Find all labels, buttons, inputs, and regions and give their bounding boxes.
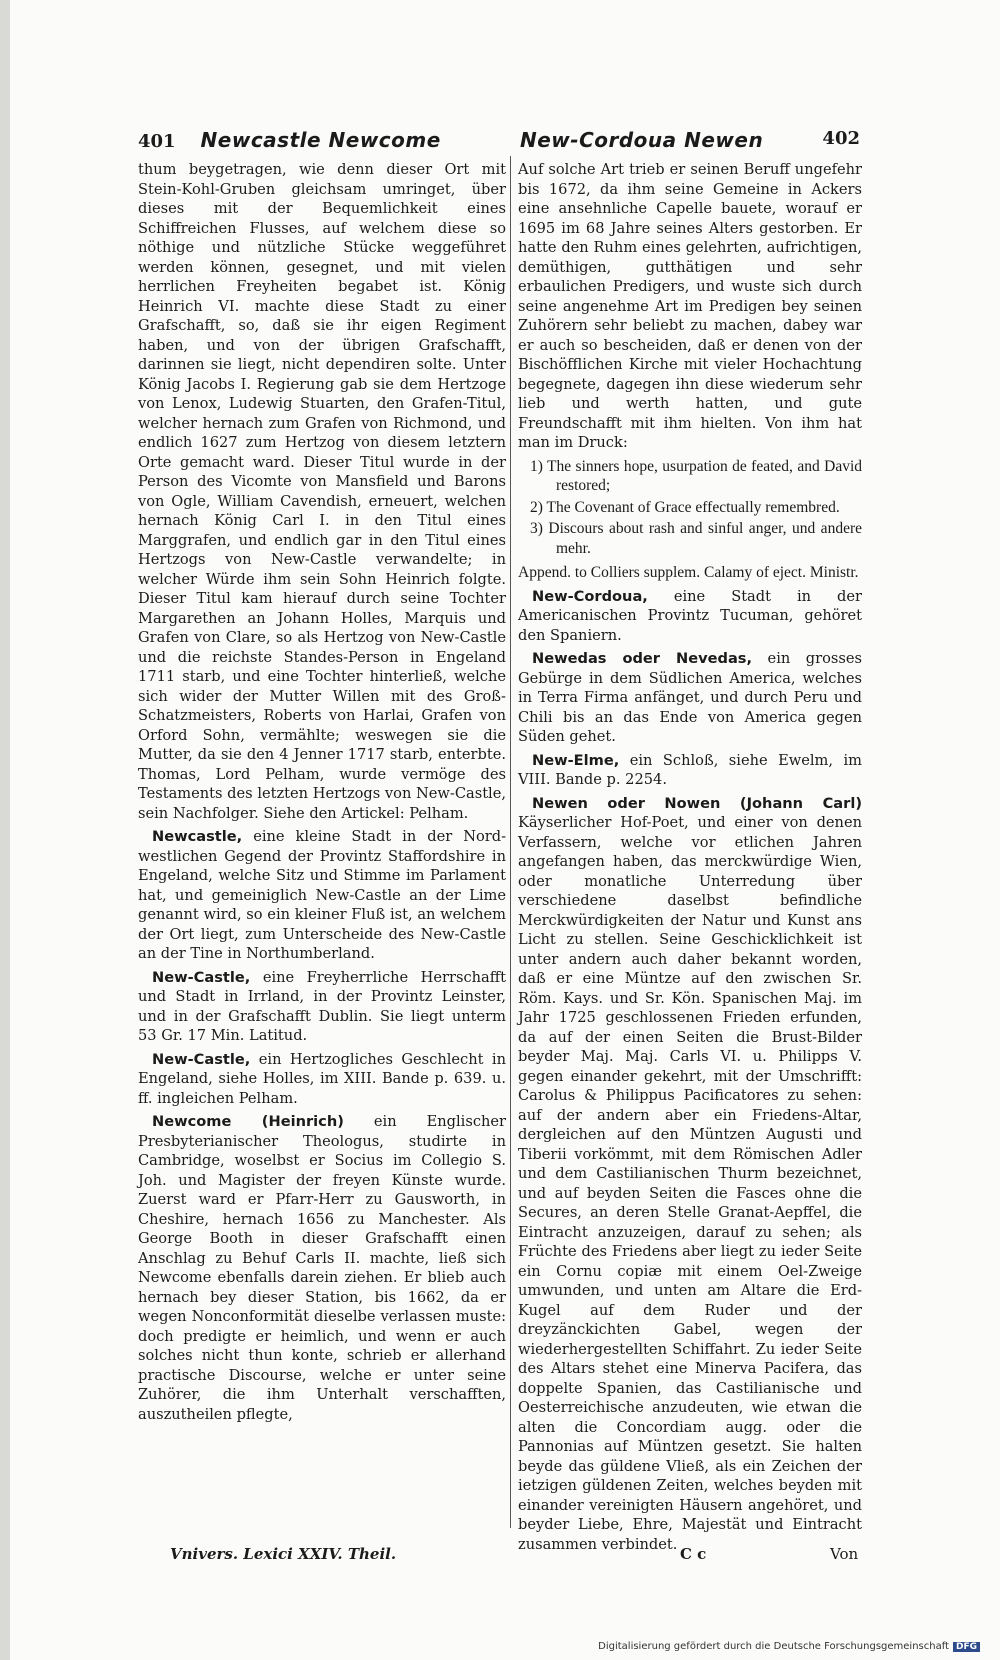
- entry-paragraph: [518, 587, 862, 646]
- digitization-credit: [580, 1641, 980, 1652]
- entry-text: ein grosses Gebürge in dem Südlichen America, welches in Terra Firma anfänget, und durch Peru und Chili bis an das Ende von America gegen Süden gehet.: [518, 650, 862, 745]
- entry-paragraph: [518, 794, 862, 1555]
- page-spine: [0, 0, 10, 1660]
- entry-text: eine kleine Stadt in der Nord-westlichen Gegend der Provintz Staffordshire in Engeland, welche Sitz und Stimme im Parlament hat, und gemeiniglich New-Castle an der Lime genannt wird, so ein kleiner Fluß ist, an welchem der Ort liegt, zum Unterscheide des New-Castle an der Tine in Northumberland.: [138, 828, 506, 962]
- entry-paragraph: [518, 649, 862, 747]
- left-page-number: 401: [138, 131, 176, 152]
- right-running-header: [520, 128, 860, 158]
- works-list-item: 2) The Covenant of Grace effectually remembred.: [530, 498, 840, 516]
- entry-text: ein Englischer Presbyterianischer Theologus, studirte in Cambridge, woselbst er Socius im Collegio S. Joh. und Magister der freyen Künste wurde. Zuerst ward er Pfarr-Herr zu Gausworth, in Cheshire, hernach 1656 zu Manchester. Als George Booth in dieser Grafschafft einen Anschlag zu Behuf Carls II. machte, ließ sich Newcome ebenfalls darein ziehen. Er blieb auch hernach bey dieser Station, bis 1662, da er wegen Nonconformität dieselbe verlassen muste: doch predigte er heimlich, und wenn er auch solches nicht thun konte, schrieb er allerhand practische Discourse, welche er unter seine Zuhörer, die ihm Unterhalt verschafften, auszutheilen pflegte,: [138, 1113, 506, 1423]
- entry-paragraph: [138, 1050, 506, 1109]
- entry-paragraph: thum beygetragen, wie denn dieser Ort mit Stein-Kohl-Gruben gleichsam umringet, über dieses mit der Bequemlichkeit eines Schiffreichen Flusses, auf welchem diese so nöthige und nützliche Stücke weggeführet werden können, gesegnet, und mit vielen herrlichen Freyheiten begabet ist. König Heinrich VI. machte diese Stadt zu einer Grafschafft, so, daß sie ihr eigen Regiment haben, und von der übrigen Grafschafft, darinnen sie liegt, nicht dependiren solte. Unter König Jacobs I. Regierung gab sie dem Hertzoge von Lenox, Ludewig Stuarten, den Grafen-Titul, welcher hernach zum Grafen von Richmond, und endlich 1627 zum Hertzog von diesem letztern Orte gemacht ward. Dieser Titul wurde in der Person des Vicomte von Mansfield und Barons von Ogle, William Cavendish, erneuert, welchen hernach König Carl I. in den Titul eines Marggrafen, und endlich gar in den Titul eines Hertzogs von New-Castle verwandelte; in welcher Würde ihm sein Sohn Heinrich folgte. Dieser Titul kam hierauf durch seine Tochter Margarethen an Johann Holles, Marquis und Grafen von Clare, so als Hertzog von New-Castle und die reichste Standes-Person in Engeland 1711 starb, und eine Tochter hinterließ, welche sich wider der Mutter Willen mit des Groß-Schatzmeisters, Roberts von Harlai, Grafen von Orford Sohn, vermählte; weswegen sie die Mutter, da sie den 4 Jenner 1717 starb, enterbte. Thomas, Lord Pelham, wurde vermöge des Testaments des letzten Hertzogs von New-Castle, sein Nachfolger. Siehe den Artickel: Pelham.: [138, 161, 506, 822]
- entry-paragraph: [518, 751, 862, 790]
- entry-paragraph: [138, 1112, 506, 1424]
- entry-lemma: Newcastle,: [152, 828, 243, 845]
- entry-text: eine Stadt in der Americanischen Provintz Tucuman, gehöret den Spaniern.: [518, 587, 862, 644]
- signature-mark: C c: [680, 1545, 707, 1563]
- entry-lemma: Newen oder Nowen (Johann Carl): [532, 794, 862, 812]
- works-list-item: 3) Discours about rash and sinful anger, und andere mehr.: [530, 520, 862, 557]
- entry-lemma: New-Cordoua,: [532, 587, 648, 605]
- catchword: Von: [830, 1545, 859, 1563]
- entry-paragraph: [138, 827, 506, 964]
- column-divider: [510, 156, 511, 1528]
- entry-text: Käyserlicher Hof-Poet, und einer von denen Verfassern, welche vor etlichen Jahren angefangen haben, das merckwürdige Wien, oder monatliche Unterredung über verschiedene daselbst befindliche Merckwürdigkeiten der Natur und Kunst ans Licht zu stellen. Seine Geschicklichkeit ist unter andern auch daher bekannt worden, daß er eine Müntze auf den zwischen Sr. Röm. Kays. und Sr. Kön. Spanischen Maj. im Jahr 1725 geschlossenen Frieden erfunden, da auf der einen Seiten die Brust-Bilder beyder Maj. Maj. Carls VI. u. Philipps V. gegen einander gekehrt, mit der Umschrifft: Carolus & Philippus Pacificatores zu sehen: auf der andern aber ein Friedens-Altar, dergleichen auf den Müntzen Augusti und Tiberii vorkömmt, mit dem Römischen Adler und dem Castilianischen Thurm bezeichnet, und auf beyden Seiten die Fasces ohne die Secures, an deren Stelle Granat-Aepffel, die Eintracht anzuzeigen, darauf zu sehen; als Früchte des Friedens aber liegt zu ieder Seite ein Cornu copiæ mit einem Oel-Zweige umwunden, und unten am Altare die Erd-Kugel auf dem Ruder und der dreyzänckichten Gabel, wegen der wiederhergestellten Schiffahrt. Zu ieder Seite des Altars stehet eine Minerva Pacifera, das doppelte Spanien, das Castilianische und Oesterreichische anzudeuten, wie etwan die alten die Concordiam augg. oder die Pannonias auf Müntzen gesetzt. Sie halten beyde das güldene Vließ, als ein Zeichen der ietzigen güldenen Zeiten, welches beyden mit einander vereinigten Häusern angehöret, und beyder Liebe, Ehre, Majestät und Eintracht zusammen verbindet.: [518, 814, 862, 1553]
- right-column: [518, 160, 862, 1558]
- credit-text: Digitalisierung gefördert durch die Deutsche Forschungsgemeinschaft: [598, 1641, 949, 1652]
- entry-lemma: Newcome (Heinrich): [152, 1113, 344, 1130]
- entry-text: eine Freyherrliche Herrschafft und Stadt in Irrland, in der Provintz Leinster, und in der Grafschafft Dublin. Sie liegt unterm 53 Gr. 17 Min. Latitud.: [138, 968, 506, 1044]
- left-running-header: [138, 128, 518, 158]
- entry-lemma: Newedas oder Nevedas,: [532, 650, 753, 667]
- entry-paragraph: [138, 968, 506, 1046]
- entry-lemma: New-Castle,: [152, 1050, 251, 1068]
- entry-text: ein Schloß, siehe Ewelm, im VIII. Bande p. 2254.: [518, 751, 862, 788]
- works-list: [518, 457, 862, 559]
- entry-paragraph: Auf solche Art trieb er seinen Beruff ungefehr bis 1672, da ihm seine Gemeine in Ackers eine ansehnliche Capelle bauete, worauf er 1695 im 68 Jahre seines Alters gestorben. Er hatte den Ruhm eines gelehrten, aufrichtigen, demüthigen, gutthätigen und sehr erbaulichen Predigers, und wuste sich durch seine angenehme Art im Predigen bey seinen Zuhörern sehr beliebt zu machen, dabey war er auch so bescheiden, daß er denen von der Bischöfflichen Kirche mit vieler Hochachtung begegnete, dagegen ihn diese wiederum sehr lieb und werth hatten, und gute Freundschafft mit ihm hielten. Von ihm hat man im Druck:: [518, 161, 862, 451]
- source-reference: Append. to Colliers supplem. Calamy of eject. Ministr.: [518, 564, 859, 581]
- volume-footer: Vnivers. Lexici XXIV. Theil.: [170, 1545, 397, 1563]
- entry-text: ein Hertzogliches Geschlecht in Engeland, siehe Holles, im XIII. Bande p. 639. u. ff. ingleichen Pelham.: [138, 1050, 506, 1107]
- works-list-item: 1) The sinners hope, usurpation de feated, and David restored;: [530, 457, 862, 494]
- left-header-keywords: Newcastle Newcome: [200, 128, 441, 152]
- entry-lemma: New-Castle,: [152, 968, 251, 986]
- right-header-keywords: New-Cordoua Newen: [520, 128, 764, 152]
- left-column: [138, 160, 506, 1428]
- dfg-logo: DFG: [953, 1642, 980, 1652]
- entry-lemma: New-Elme,: [532, 751, 620, 769]
- right-page-number: 402: [822, 128, 860, 149]
